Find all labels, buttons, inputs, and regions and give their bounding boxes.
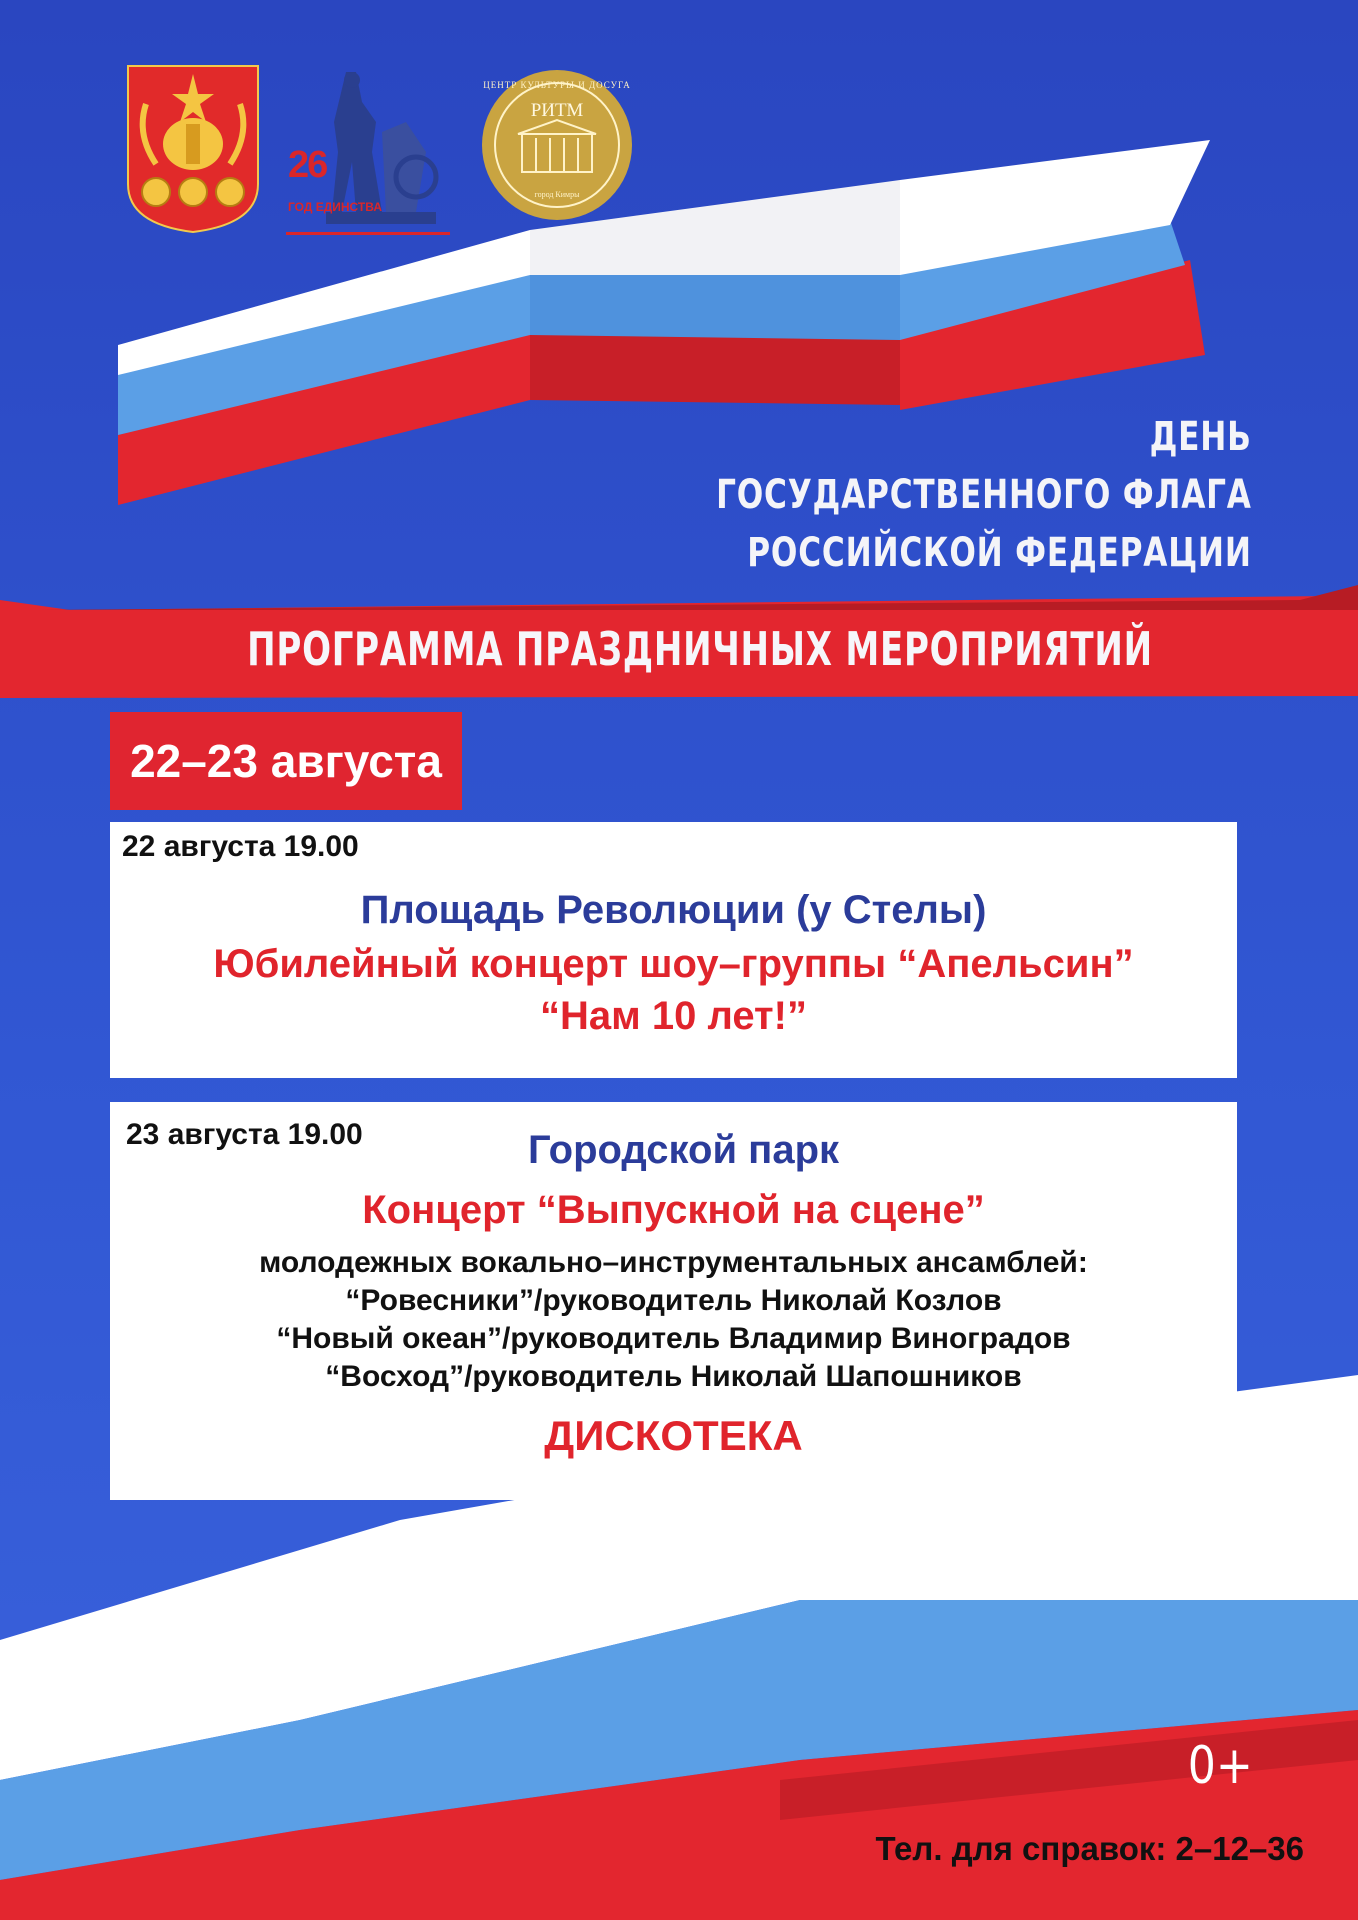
unity-year-caption: ГОД ЕДИНСТВА (288, 200, 382, 214)
holiday-title (716, 408, 1252, 582)
coat-of-arms-icon (126, 64, 260, 234)
event-1-time: 22 августа 19.00 (122, 830, 359, 863)
title-line-2: ГОСУДАРСТВЕННОГО ФЛАГА (716, 472, 1252, 518)
event-2-line-4: “Восход”/руководитель Николай Шапошников (325, 1360, 1022, 1393)
date-range: 22–23 августа (130, 735, 442, 787)
title-line-1: ДЕНЬ (1149, 414, 1252, 460)
event-1-title-line-2: “Нам 10 лет!” (540, 994, 807, 1038)
event-2-closing: ДИСКОТЕКА (544, 1412, 803, 1459)
date-badge (110, 712, 462, 810)
year-of-unity-logo (286, 62, 450, 242)
event-2-venue: Городской парк (527, 1128, 840, 1172)
event-card-1 (110, 822, 1237, 1078)
unity-divider (286, 232, 450, 235)
event-2-line-3: “Новый океан”/руководитель Владимир Виноградов (276, 1322, 1071, 1355)
title-line-3: РОССИЙСКОЙ ФЕДЕРАЦИИ (747, 530, 1252, 576)
ritm-ring-text: ЦЕНТР КУЛЬТУРЫ И ДОСУГА (483, 80, 631, 90)
event-card-2 (110, 1102, 1237, 1500)
event-2-title: Концерт “Выпускной на сцене” (362, 1188, 985, 1232)
contact-phone: Тел. для справок: 2–12–36 (875, 1830, 1304, 1867)
ritm-logo (480, 68, 634, 222)
event-2-time: 23 августа 19.00 (126, 1118, 363, 1151)
program-heading: ПРОГРАММА ПРАЗДНИЧНЫХ МЕРОПРИЯТИЙ (247, 622, 1153, 676)
unity-year-number: 26 (288, 144, 327, 186)
event-1-title-line-1: Юбилейный концерт шоу–группы “Апельсин” (213, 942, 1134, 986)
ritm-name: РИТМ (530, 100, 584, 121)
ritm-bottom-text: город Кимры (534, 190, 580, 199)
event-2-line-1: молодежных вокально–инструментальных ансамблей: (259, 1246, 1088, 1279)
event-2-line-2: “Ровесники”/руководитель Николай Козлов (345, 1284, 1002, 1317)
age-rating-badge: 0+ (1187, 1736, 1253, 1796)
event-1-venue: Площадь Революции (у Стелы) (360, 888, 987, 932)
